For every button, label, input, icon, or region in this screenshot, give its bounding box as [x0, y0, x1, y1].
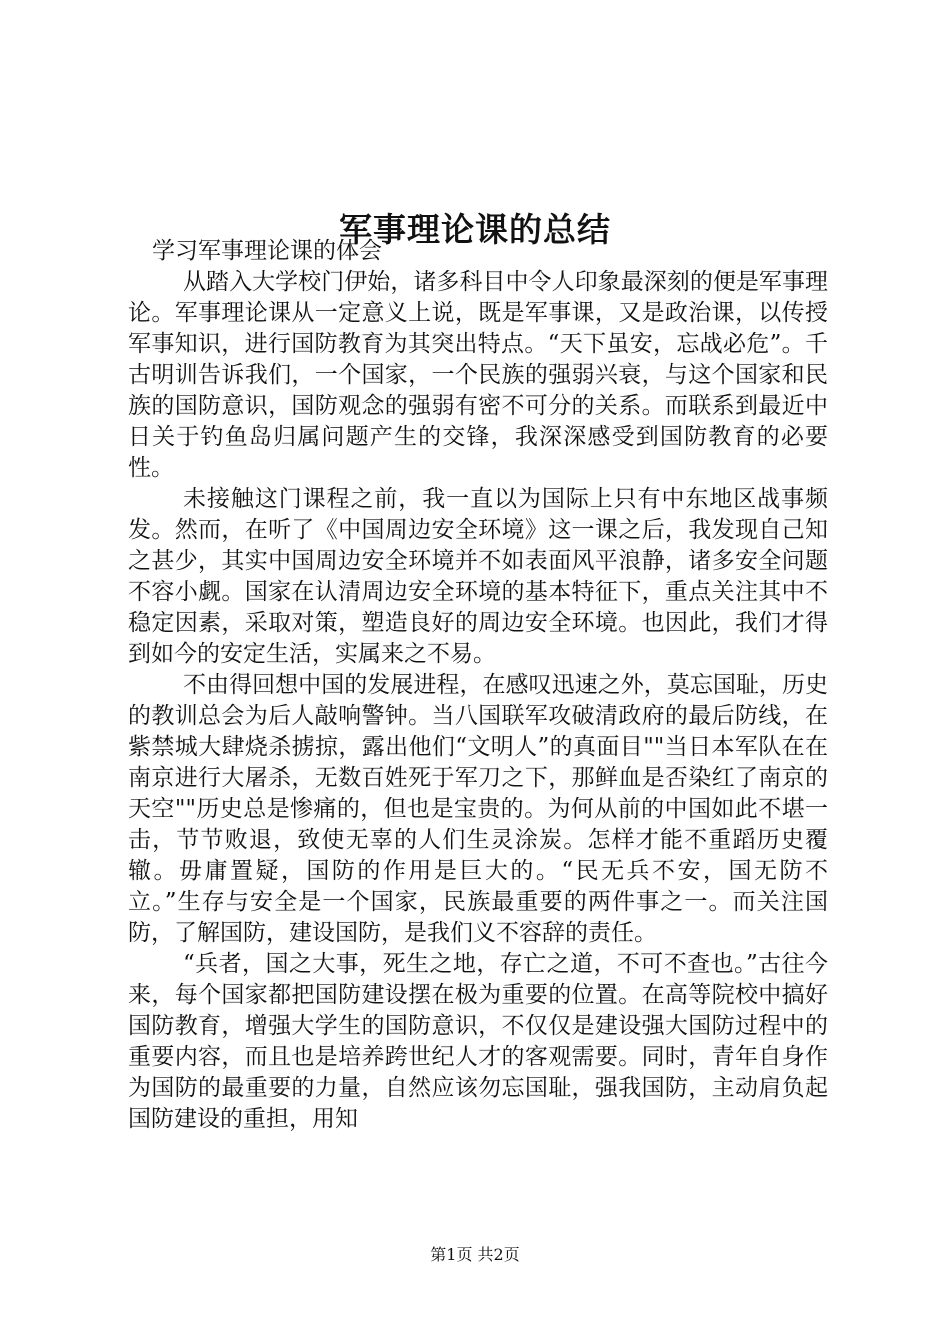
paragraph: 不由得回想中国的发展进程，在感叹迅速之外，莫忘国耻，历史的教训总会为后人敲响警钟。当八国联军攻破清政府的最后防线，在紫禁城大肆烧杀掳掠，露出他们“文明人”的真面目""当日本军队在在南京进行大屠杀，无数百姓死于军刀之下，那鲜血是否染红了南京的天空""历史总是惨痛的，但也是宝贵的。为何从前的中国如此不堪一击，节节败退，致使无辜的人们生灵涂炭。怎样才能不重蹈历史覆辙。毋庸置疑，国防的作用是巨大的。“民无兵不安，国无防不立。”生存与安全是一个国家，民族最重要的两件事之一。而关注国防，了解国防，建设国防，是我们义不容辞的责任。: [128, 672, 828, 946]
document-title: 军事理论课的总结: [339, 210, 611, 250]
document-subtitle: 学习军事理论课的体会: [152, 238, 382, 264]
paragraph: 从踏入大学校门伊始，诸多科目中令人印象最深刻的便是军事理论。军事理论课从一定意义上说，既是军事课，又是政治课，以传授军事知识，进行国防教育为其突出特点。“天下虽安，忘战必危”。千古明训告诉我们，一个国家，一个民族的强弱兴衰，与这个国家和民族的国防意识，国防观念的强弱有密不可分的关系。而联系到最近中日关于钓鱼岛归属问题产生的交锋，我深深感受到国防教育的必要性。: [128, 269, 828, 481]
paragraph: “兵者，国之大事，死生之地，存亡之道，不可不查也。”古往今来，每个国家都把国防建设摆在极为重要的位置。在高等院校中搞好国防教育，增强大学生的国防意识，不仅仅是建设强大国防过程中的重要内容，而且也是培养跨世纪人才的客观需要。同时，青年自身作为国防的最重要的力量，自然应该勿忘国耻，强我国防，主动肩负起国防建设的重担，用知: [128, 951, 828, 1132]
document-body: [128, 236, 828, 1135]
page-footer: 第1页 共2页: [430, 1245, 520, 1264]
paragraph: 未接触这门课程之前，我一直以为国际上只有中东地区战事频发。然而，在听了《中国周边安全环境》这一课之后，我发现自己知之甚少，其实中国周边安全环境并不如表面风平浪静，诸多安全问题不容小觑。国家在认清周边安全环境的基本特征下，重点关注其中不稳定因素，采取对策，塑造良好的周边安全环境。也因此，我们才得到如今的安定生活，实属来之不易。: [128, 486, 828, 667]
